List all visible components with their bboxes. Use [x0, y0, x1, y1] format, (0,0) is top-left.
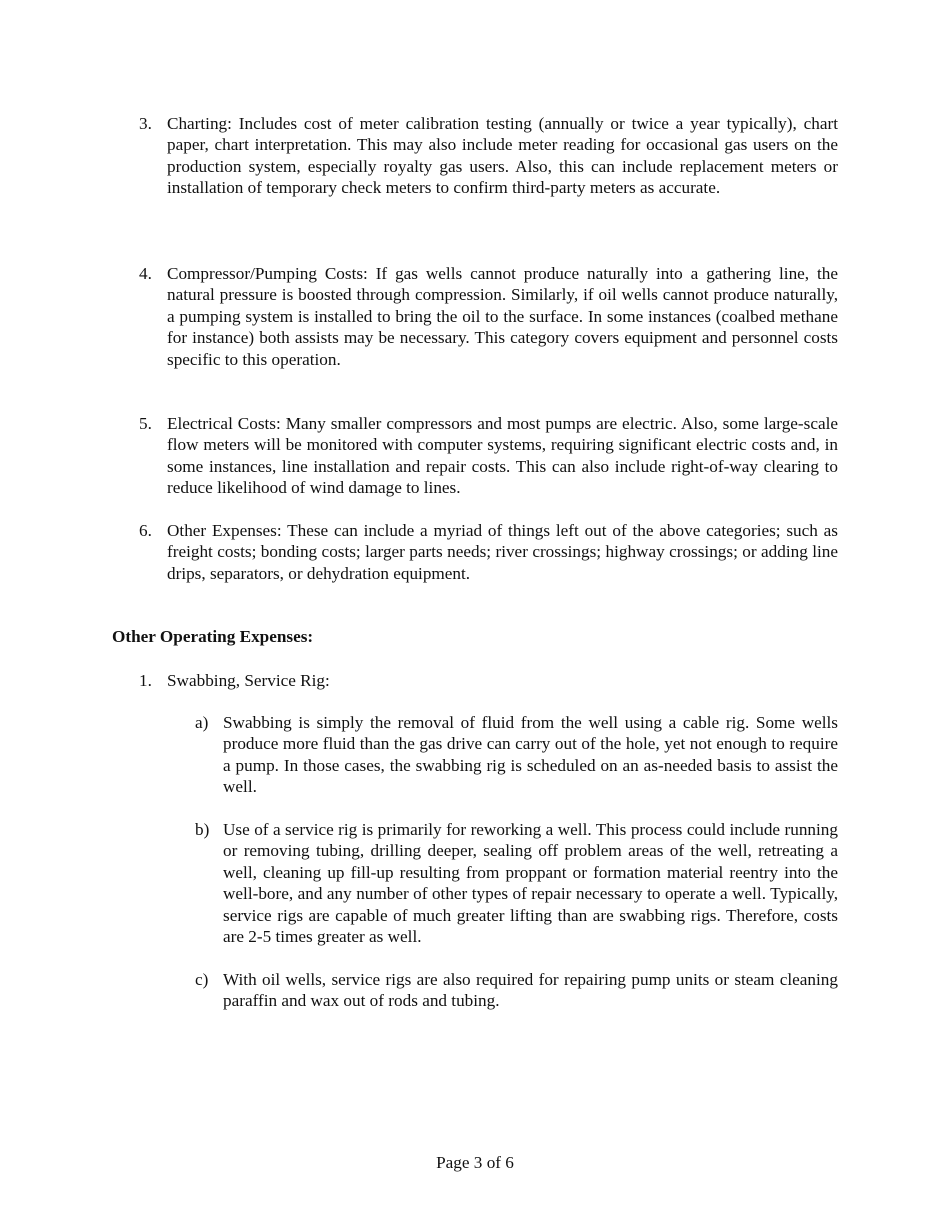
sub-item-letter: a) — [195, 713, 209, 732]
list-number: 6. — [139, 521, 152, 540]
list-item-text: Swabbing, Service Rig: — [167, 671, 330, 690]
list-number: 4. — [139, 264, 152, 283]
sub-item-letter: c) — [195, 970, 209, 989]
sub-item-a — [195, 712, 838, 798]
list-item-text: Compressor/Pumping Costs: If gas wells cannot produce naturally into a gathering line, the natural pressure is boosted through compression. Similarly, if oil wells cannot produce naturally, a pumping system is installed to bring the oil to the surface. In some instances (coalbed methane for instance) both assists may be necessary. This category covers equipment and personnel costs specific to this operation. — [167, 264, 838, 369]
sub-item-text: Swabbing is simply the removal of fluid from the well using a cable rig. Some wells produce more fluid than the gas drive can carry out of the hole, yet not enough to require a pump. In those cases, the swabbing rig is scheduled on an as-needed basis to assist the well. — [223, 713, 838, 797]
list-item-text: Charting: Includes cost of meter calibration testing (annually or twice a year typically), chart paper, chart interpretation. This may also include meter reading for occasional gas users on the production system, especially royalty gas users. Also, this can include replacement meters or installation of temporary check meters to confirm third-party meters as accurate. — [167, 114, 838, 198]
section-heading: Other Operating Expenses: — [112, 627, 314, 646]
list-number: 3. — [139, 114, 152, 133]
list-item-text: Other Expenses: These can include a myriad of things left out of the above categories; such as freight costs; bonding costs; larger parts needs; river crossings; highway crossings; or adding line drips, separators, or dehydration equipment. — [167, 521, 838, 583]
sub-item-letter: b) — [195, 820, 210, 839]
sub-item-text: With oil wells, service rigs are also required for repairing pump units or steam cleaning paraffin and wax out of rods and tubing. — [223, 970, 838, 1011]
sub-item-c — [195, 969, 838, 1012]
list-item-text: Electrical Costs: Many smaller compressors and most pumps are electric. Also, some large-scale flow meters will be monitored with computer systems, requiring significant electric costs and, in some instances, line installation and repair costs. This can also include right-of-way clearing to reduce likelihood of wind damage to lines. — [167, 414, 838, 498]
list-number: 5. — [139, 414, 152, 433]
sub-item-text: Use of a service rig is primarily for reworking a well. This process could include running or removing tubing, drilling deeper, sealing off problem areas of the well, retreating a well, cleaning up fill-up resulting from proppant or formation material reentry into the well-bore, and any number of other types of repair necessary to operate a well. Typically, service rigs are capable of much greater lifting than are swabbing rigs. Therefore, costs are 2-5 times greater as well. — [223, 820, 838, 947]
list-number: 1. — [139, 671, 152, 690]
page-number-footer: Page 3 of 6 — [436, 1153, 514, 1172]
list-item-compressor-pumping — [139, 263, 838, 370]
list-item-swabbing-service-rig — [139, 670, 838, 691]
sub-item-b — [195, 819, 838, 947]
list-item-other-expenses — [139, 520, 838, 584]
list-item-charting — [139, 113, 838, 199]
list-item-electrical — [139, 413, 838, 499]
